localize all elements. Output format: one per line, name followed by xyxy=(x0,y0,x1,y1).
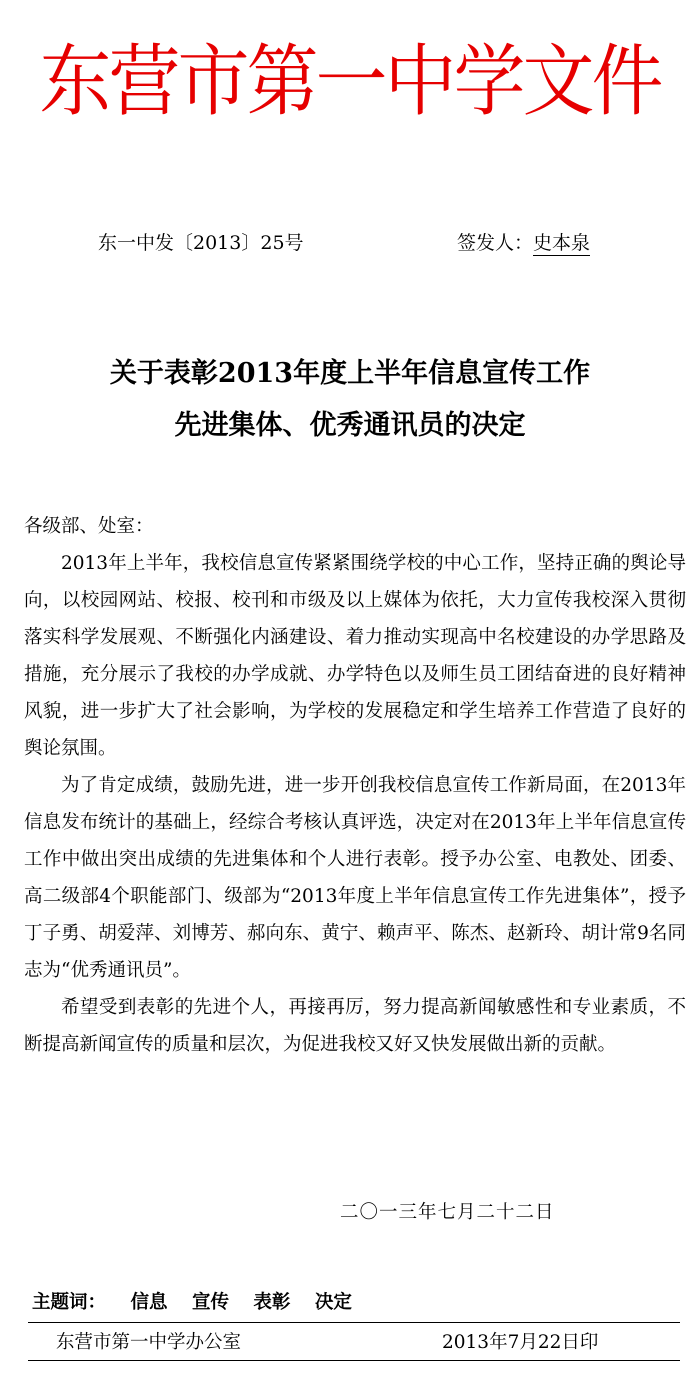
document-number: 东一中发〔2013〕25号 xyxy=(98,232,304,254)
salutation: 各级部、处室： xyxy=(24,516,154,537)
signer-name: 史本泉 xyxy=(533,232,591,254)
footer-organization: 东营市第一中学办公室 xyxy=(56,1332,242,1353)
keywords-label: 主题词： xyxy=(32,1292,107,1313)
keyword: 决定 xyxy=(314,1292,352,1313)
keyword: 表彰 xyxy=(253,1292,291,1313)
document-title-line-2: 先进集体、优秀通讯员的决定 xyxy=(174,410,526,441)
footer-rule-top xyxy=(28,1322,680,1323)
body-paragraph-1: 2013年上半年，我校信息宣传紧紧围绕学校的中心工作，坚持正确的舆论导向，以校园网站、校报、校刊和市级及以上媒体为依托，大力宣传我校深入贯彻落实科学发展观、不断强化内涵建设、着力推动实现高中名校建设的办学思路及措施，充分展示了我校的办学成就、办学特色以及师生员工团结奋进的良好精神风貌，进一步扩大了社会影响，为学校的发展稳定和学生培养工作营造了良好的舆论氛围。 xyxy=(24,553,686,759)
document-title-line-1: 关于表彰2013年度上半年信息宣传工作 xyxy=(109,358,591,389)
signer-label: 签发人： xyxy=(457,232,534,254)
keyword: 宣传 xyxy=(191,1292,229,1313)
document-masthead: 东营市第一中学文件 xyxy=(39,35,661,127)
issue-date: 二〇一三年七月二十二日 xyxy=(340,1202,555,1223)
document-body xyxy=(24,508,686,1063)
signer xyxy=(457,232,590,255)
body-paragraph-2: 为了肯定成绩，鼓励先进，进一步开创我校信息宣传工作新局面，在2013年信息发布统计的基础上，经综合考核认真评选，决定对在2013年上半年信息宣传工作中做出突出成绩的先进集体和个人进行表彰。授予办公室、电教处、团委、高二级部4个职能部门、级部为“2013年度上半年信息宣传工作先进集体”，授予丁子勇、胡爱萍、刘博芳、郝向东、黄宁、赖声平、陈杰、赵新玲、胡计常9名同志为“优秀通讯员”。 xyxy=(24,775,686,981)
keyword: 信息 xyxy=(130,1292,168,1313)
keywords-line xyxy=(32,1288,352,1314)
footer-print-date: 2013年7月22日印 xyxy=(442,1332,599,1353)
footer-rule-bottom xyxy=(28,1360,680,1361)
body-paragraph-3: 希望受到表彰的先进个人，再接再厉，努力提高新闻敏感性和专业素质，不断提高新闻宣传的质量和层次，为促进我校又好又快发展做出新的贡献。 xyxy=(24,997,686,1055)
